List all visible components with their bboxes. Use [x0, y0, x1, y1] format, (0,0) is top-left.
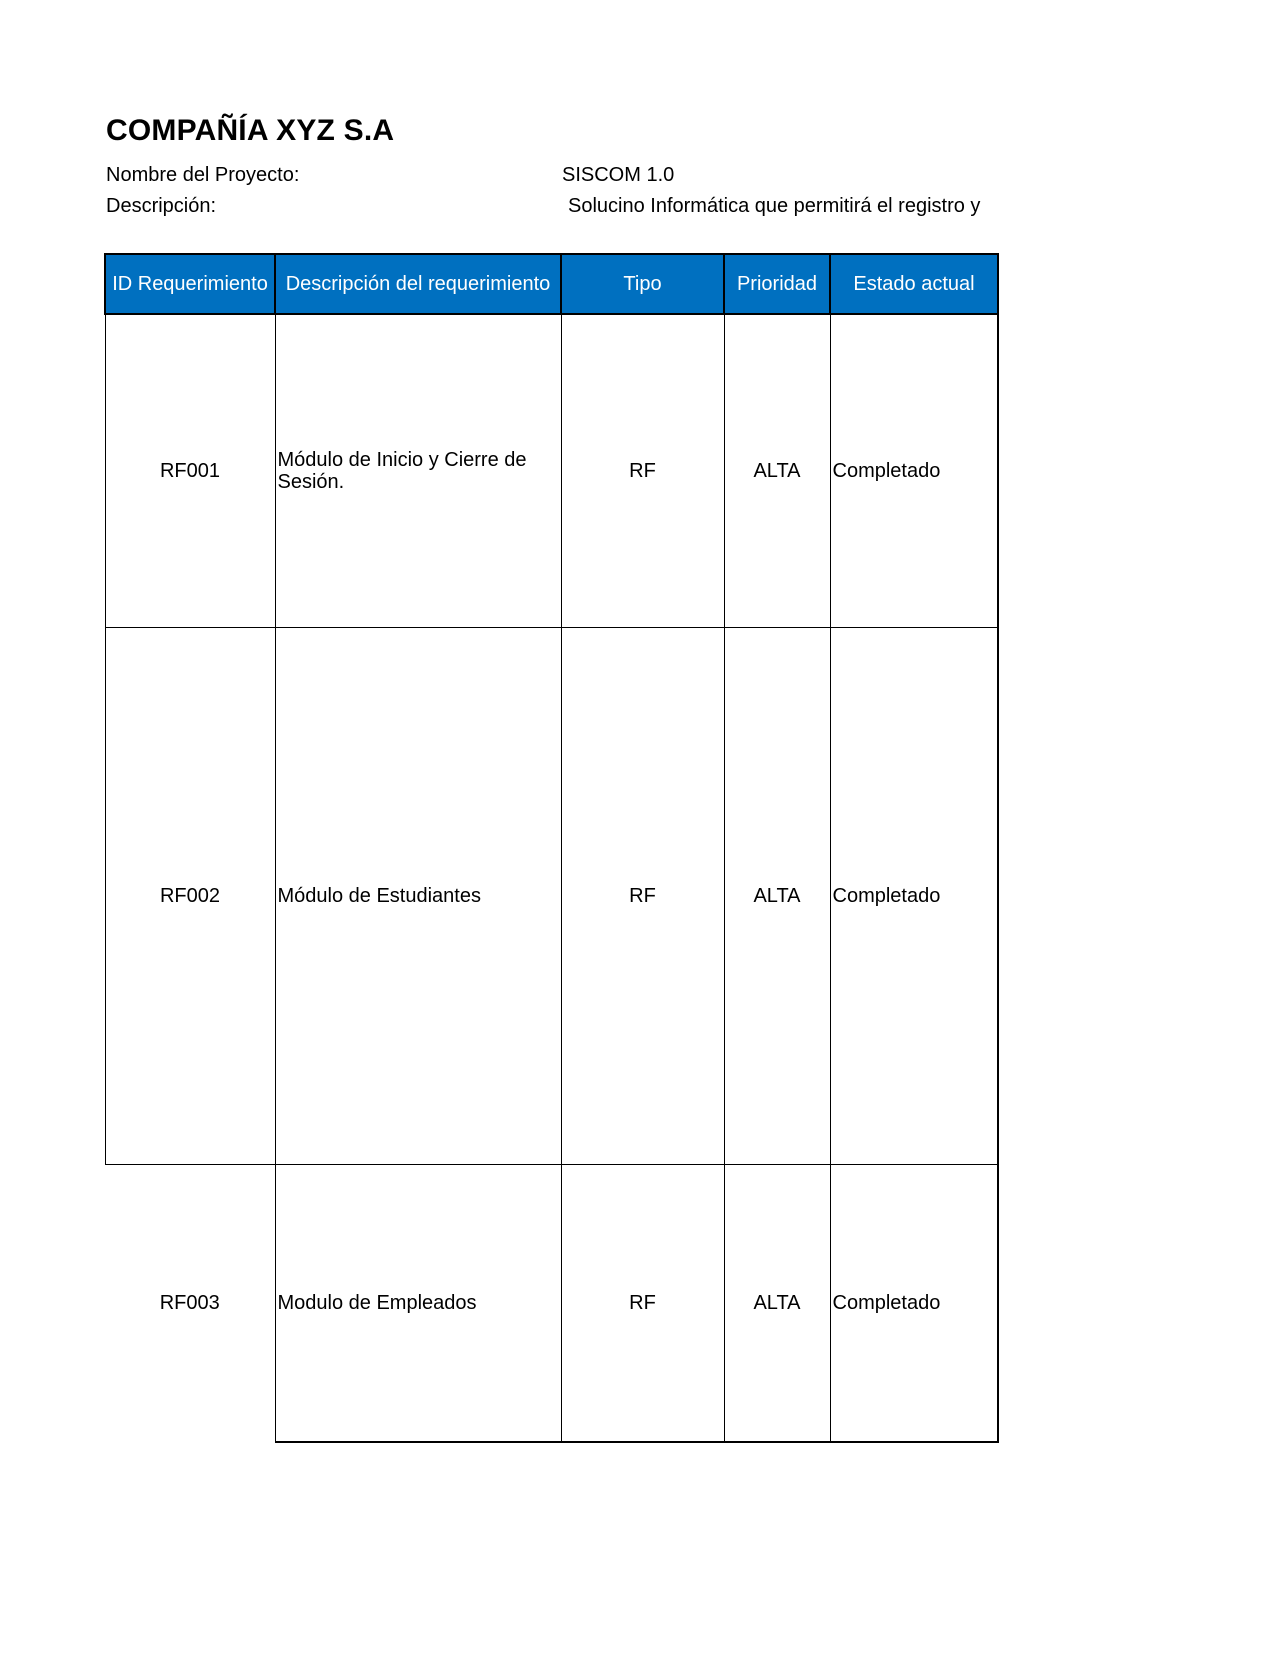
requirements-table [104, 253, 999, 1443]
table-row [105, 627, 998, 1164]
cell-id: RF003 [105, 1164, 275, 1442]
cell-priority: ALTA [724, 627, 830, 1164]
cell-priority: ALTA [724, 314, 830, 627]
cell-type: RF [561, 627, 724, 1164]
cell-description: Módulo de Estudiantes [275, 627, 561, 1164]
cell-id: RF002 [105, 627, 275, 1164]
cell-priority: ALTA [724, 1164, 830, 1442]
cell-type: RF [561, 1164, 724, 1442]
table-row [105, 1164, 998, 1442]
project-description-value: Solucino Informática que permitirá el registro y [568, 195, 981, 217]
company-title: COMPAÑÍA XYZ S.A [106, 114, 395, 147]
header-type: Tipo [561, 254, 724, 314]
cell-status: Completado [830, 314, 998, 627]
cell-type: RF [561, 314, 724, 627]
cell-description: Módulo de Inicio y Cierre de Sesión. [275, 314, 561, 627]
cell-status: Completado [830, 627, 998, 1164]
cell-id: RF001 [105, 314, 275, 627]
header-id: ID Requerimiento [105, 254, 275, 314]
header-description: Descripción del requerimiento [275, 254, 561, 314]
header-priority: Prioridad [724, 254, 830, 314]
project-name-label: Nombre del Proyecto: [106, 164, 300, 186]
project-name-value: SISCOM 1.0 [562, 164, 675, 186]
cell-status: Completado [830, 1164, 998, 1442]
table-header-row [105, 254, 998, 314]
header-status: Estado actual [830, 254, 998, 314]
project-description-label: Descripción: [106, 195, 217, 217]
table-row [105, 314, 998, 627]
cell-description: Modulo de Empleados [275, 1164, 561, 1442]
